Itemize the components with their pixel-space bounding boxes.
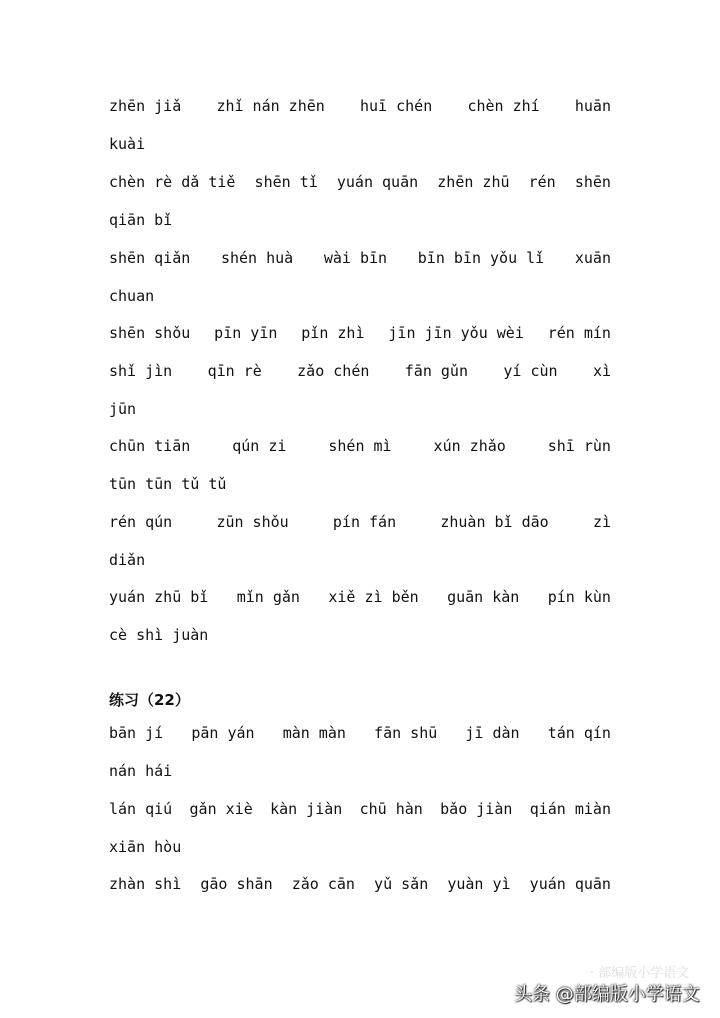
- pinyin-word: shǐ jìn: [109, 362, 173, 380]
- pinyin-line: [109, 761, 611, 781]
- pinyin-word: jī dàn: [465, 724, 520, 742]
- pinyin-word: fān shū: [374, 724, 438, 742]
- pinyin-word: fān gǔn: [404, 362, 468, 380]
- pinyin-word: gāo shān: [200, 875, 273, 893]
- pinyin-word: gǎn xiè: [189, 800, 253, 818]
- pinyin-word: shēn: [574, 173, 611, 191]
- pinyin-line: [109, 723, 611, 743]
- pinyin-line: [109, 837, 611, 857]
- pinyin-word: qīn rè: [207, 362, 262, 380]
- pinyin-word: chèn zhí: [467, 97, 540, 115]
- pinyin-word: huī chén: [360, 97, 433, 115]
- pinyin-word: xún zhǎo: [433, 437, 506, 455]
- pinyin-line: [109, 134, 611, 154]
- pinyin-word: tūn tūn tǔ tǔ: [109, 475, 227, 493]
- pinyin-word: wài bīn: [323, 249, 388, 267]
- pinyin-word: xiān hòu: [109, 838, 182, 856]
- pinyin-word: bān jí: [109, 724, 164, 742]
- pinyin-word: pín kùn: [547, 588, 611, 606]
- pinyin-word: xiě zì běn: [328, 588, 419, 606]
- pinyin-word: yí cùn: [503, 362, 558, 380]
- pinyin-line: [109, 625, 611, 645]
- pinyin-word: huān: [574, 97, 611, 115]
- pinyin-word: pín fán: [332, 513, 397, 531]
- pinyin-word: chèn rè dǎ tiě: [109, 173, 236, 191]
- pinyin-word: yuán quān: [529, 875, 611, 893]
- pinyin-line: [109, 323, 611, 343]
- pinyin-line: [109, 874, 611, 894]
- pinyin-line: [109, 436, 611, 456]
- pinyin-word: rén qún: [109, 513, 173, 531]
- pinyin-word: bǎo jiàn: [440, 800, 513, 818]
- pinyin-line: [109, 361, 611, 381]
- pinyin-line: [109, 172, 611, 192]
- pinyin-word: xuān: [574, 249, 611, 267]
- pinyin-word: tán qín: [547, 724, 611, 742]
- pinyin-word: lán qiú: [109, 800, 173, 818]
- pinyin-word: zǎo chén: [297, 362, 370, 380]
- pinyin-word: shēn qiǎn: [109, 249, 191, 267]
- pinyin-word: shēn tǐ: [254, 173, 318, 191]
- pinyin-word: zūn shǒu: [216, 513, 289, 531]
- pinyin-word: chūn tiān: [109, 437, 191, 455]
- pinyin-word: mǐn gǎn: [236, 588, 300, 606]
- pinyin-word: guān kàn: [447, 588, 520, 606]
- pinyin-word: kàn jiàn: [270, 800, 343, 818]
- pinyin-word: rén mín: [547, 324, 611, 342]
- pinyin-line: [109, 587, 611, 607]
- pinyin-word: cè shì juàn: [109, 626, 209, 644]
- pinyin-word: pān yán: [191, 724, 255, 742]
- pinyin-word: bīn bīn yǒu lǐ: [417, 249, 545, 267]
- pinyin-line: [109, 399, 611, 419]
- pinyin-word: zì: [592, 513, 611, 531]
- pinyin-word: zhuàn bǐ dāo: [440, 513, 549, 531]
- pinyin-word: qún zi: [232, 437, 287, 455]
- pinyin-line: [109, 248, 611, 268]
- pinyin-word: màn màn: [282, 724, 346, 742]
- pinyin-word: shēn shǒu: [109, 324, 191, 342]
- pinyin-word: shén mì: [328, 437, 392, 455]
- pinyin-word: chū hàn: [359, 800, 423, 818]
- pinyin-word: diǎn: [109, 551, 146, 569]
- pinyin-word: yuán zhū bǐ: [109, 588, 209, 606]
- pinyin-line: [109, 286, 611, 306]
- watermark-faint: · 部编版小学语文: [590, 966, 690, 981]
- pinyin-word: zhēn zhū: [437, 173, 510, 191]
- pinyin-word: xì: [592, 362, 611, 380]
- pinyin-word: pǐn zhì: [301, 324, 365, 342]
- pinyin-word: jūn: [109, 400, 137, 418]
- pinyin-line: [109, 550, 611, 570]
- pinyin-word: yǔ sǎn: [374, 875, 429, 893]
- pinyin-line: [109, 799, 611, 819]
- pinyin-line: [109, 96, 611, 116]
- pinyin-word: nán hái: [109, 762, 173, 780]
- pinyin-word: chuan: [109, 287, 155, 305]
- pinyin-word: shén huà: [220, 249, 294, 267]
- watermark: 头条 @部编版小学语文: [514, 984, 700, 1005]
- pinyin-line: [109, 210, 611, 230]
- pinyin-word: shī rùn: [547, 437, 611, 455]
- pinyin-word: yuàn yì: [447, 875, 511, 893]
- pinyin-word: zhǐ nán zhēn: [216, 97, 325, 115]
- pinyin-word: rén: [528, 173, 556, 191]
- pinyin-word: zhēn jiǎ: [109, 97, 182, 115]
- pinyin-word: pīn yīn: [214, 324, 278, 342]
- pinyin-line: [109, 512, 611, 532]
- pinyin-word: kuài: [109, 135, 146, 153]
- pinyin-word: zǎo cān: [291, 875, 355, 893]
- pinyin-word: jīn jīn yǒu wèi: [388, 324, 524, 342]
- pinyin-word: yuán quān: [336, 173, 419, 191]
- section-heading: 练习（22）: [109, 691, 190, 709]
- pinyin-word: qián miàn: [529, 800, 611, 818]
- pinyin-word: qiān bǐ: [109, 211, 173, 229]
- pinyin-line: [109, 474, 611, 494]
- pinyin-word: zhàn shì: [109, 875, 182, 893]
